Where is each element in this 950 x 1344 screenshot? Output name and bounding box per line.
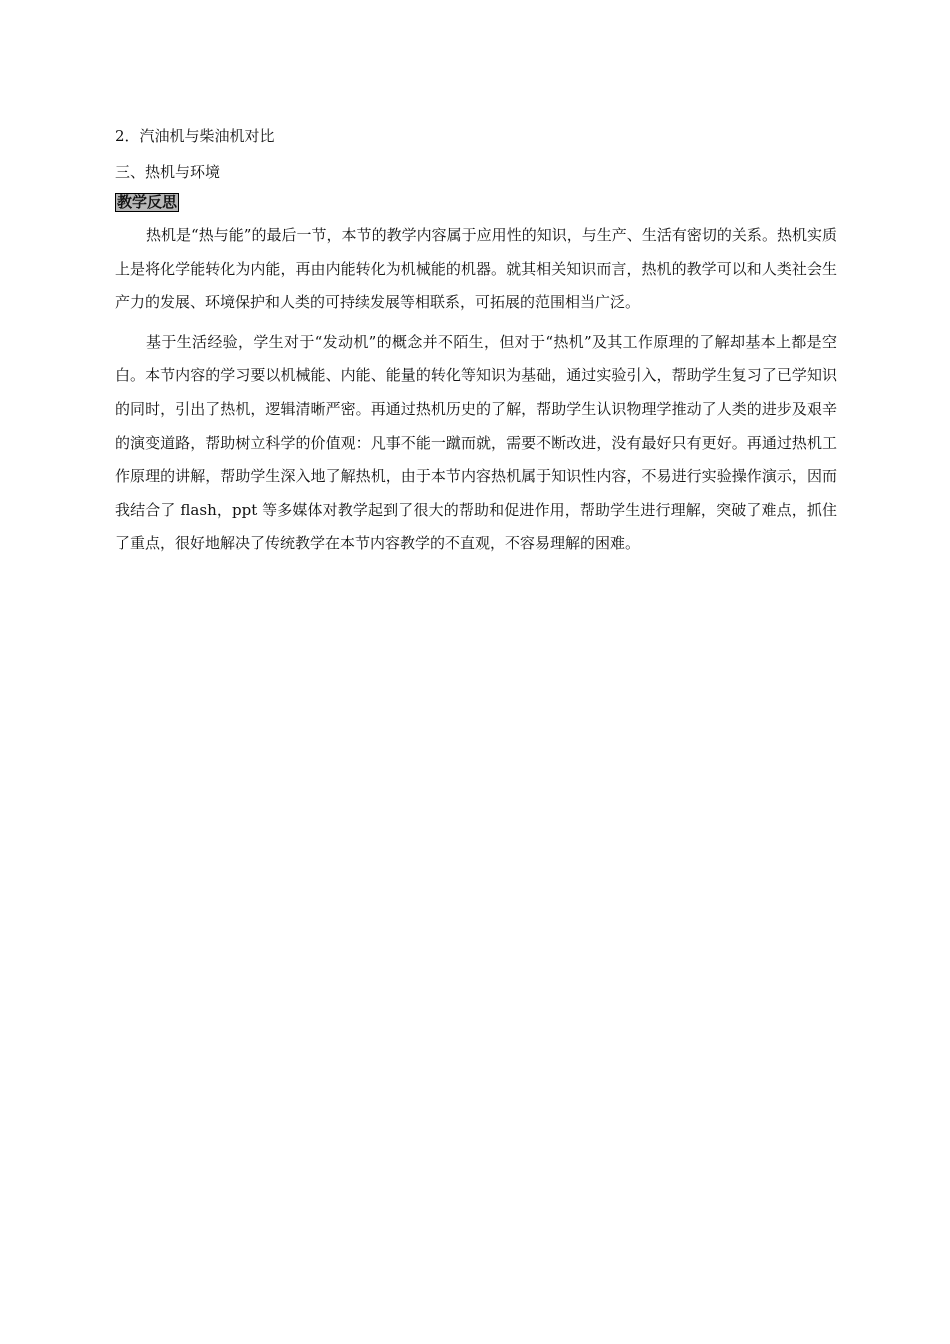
reflection-paragraph-2: 基于生活经验，学生对于“发动机”的概念并不陌生，但对于“热机”及其工作原理的了解却基本上都是空白。本节内容的学习要以机械能、内能、能量的转化等知识为基础，通过实验引入，帮助学生复习了已学知识的同时，引出了热机，逻辑清晰严密。再通过热机历史的了解，帮助学生认识物理学推动了人类的进步及艰辛的演变道路，帮助树立科学的价值观：凡事不能一蹴而就，需要不断改进，没有最好只有更好。再通过热机工作原理的讲解，帮助学生深入地了解热机，由于本节内容热机属于知识性内容，不易进行实验操作演示，因而我结合了 flash，ppt 等多媒体对教学起到了很大的帮助和促进作用，帮助学生进行理解，突破了难点，抓住了重点，很好地解决了传统教学在本节内容教学的不直观，不容易理解的困难。 (115, 332, 837, 553)
outline-item-3: 三、热机与环境 (115, 163, 221, 181)
reflection-heading: 教学反思 (117, 193, 178, 211)
document-page (115, 125, 837, 561)
outline-item-2: 2．汽油机与柴油机对比 (115, 127, 275, 145)
reflection-paragraph-1: 热机是“热与能”的最后一节，本节的教学内容属于应用性的知识，与生产、生活有密切的关系。热机实质上是将化学能转化为内能，再由内能转化为机械能的机器。就其相关知识而言，热机的教学可以和人类社会生产力的发展、环境保护和人类的可持续发展等相联系，可拓展的范围相当广泛。 (115, 226, 837, 312)
